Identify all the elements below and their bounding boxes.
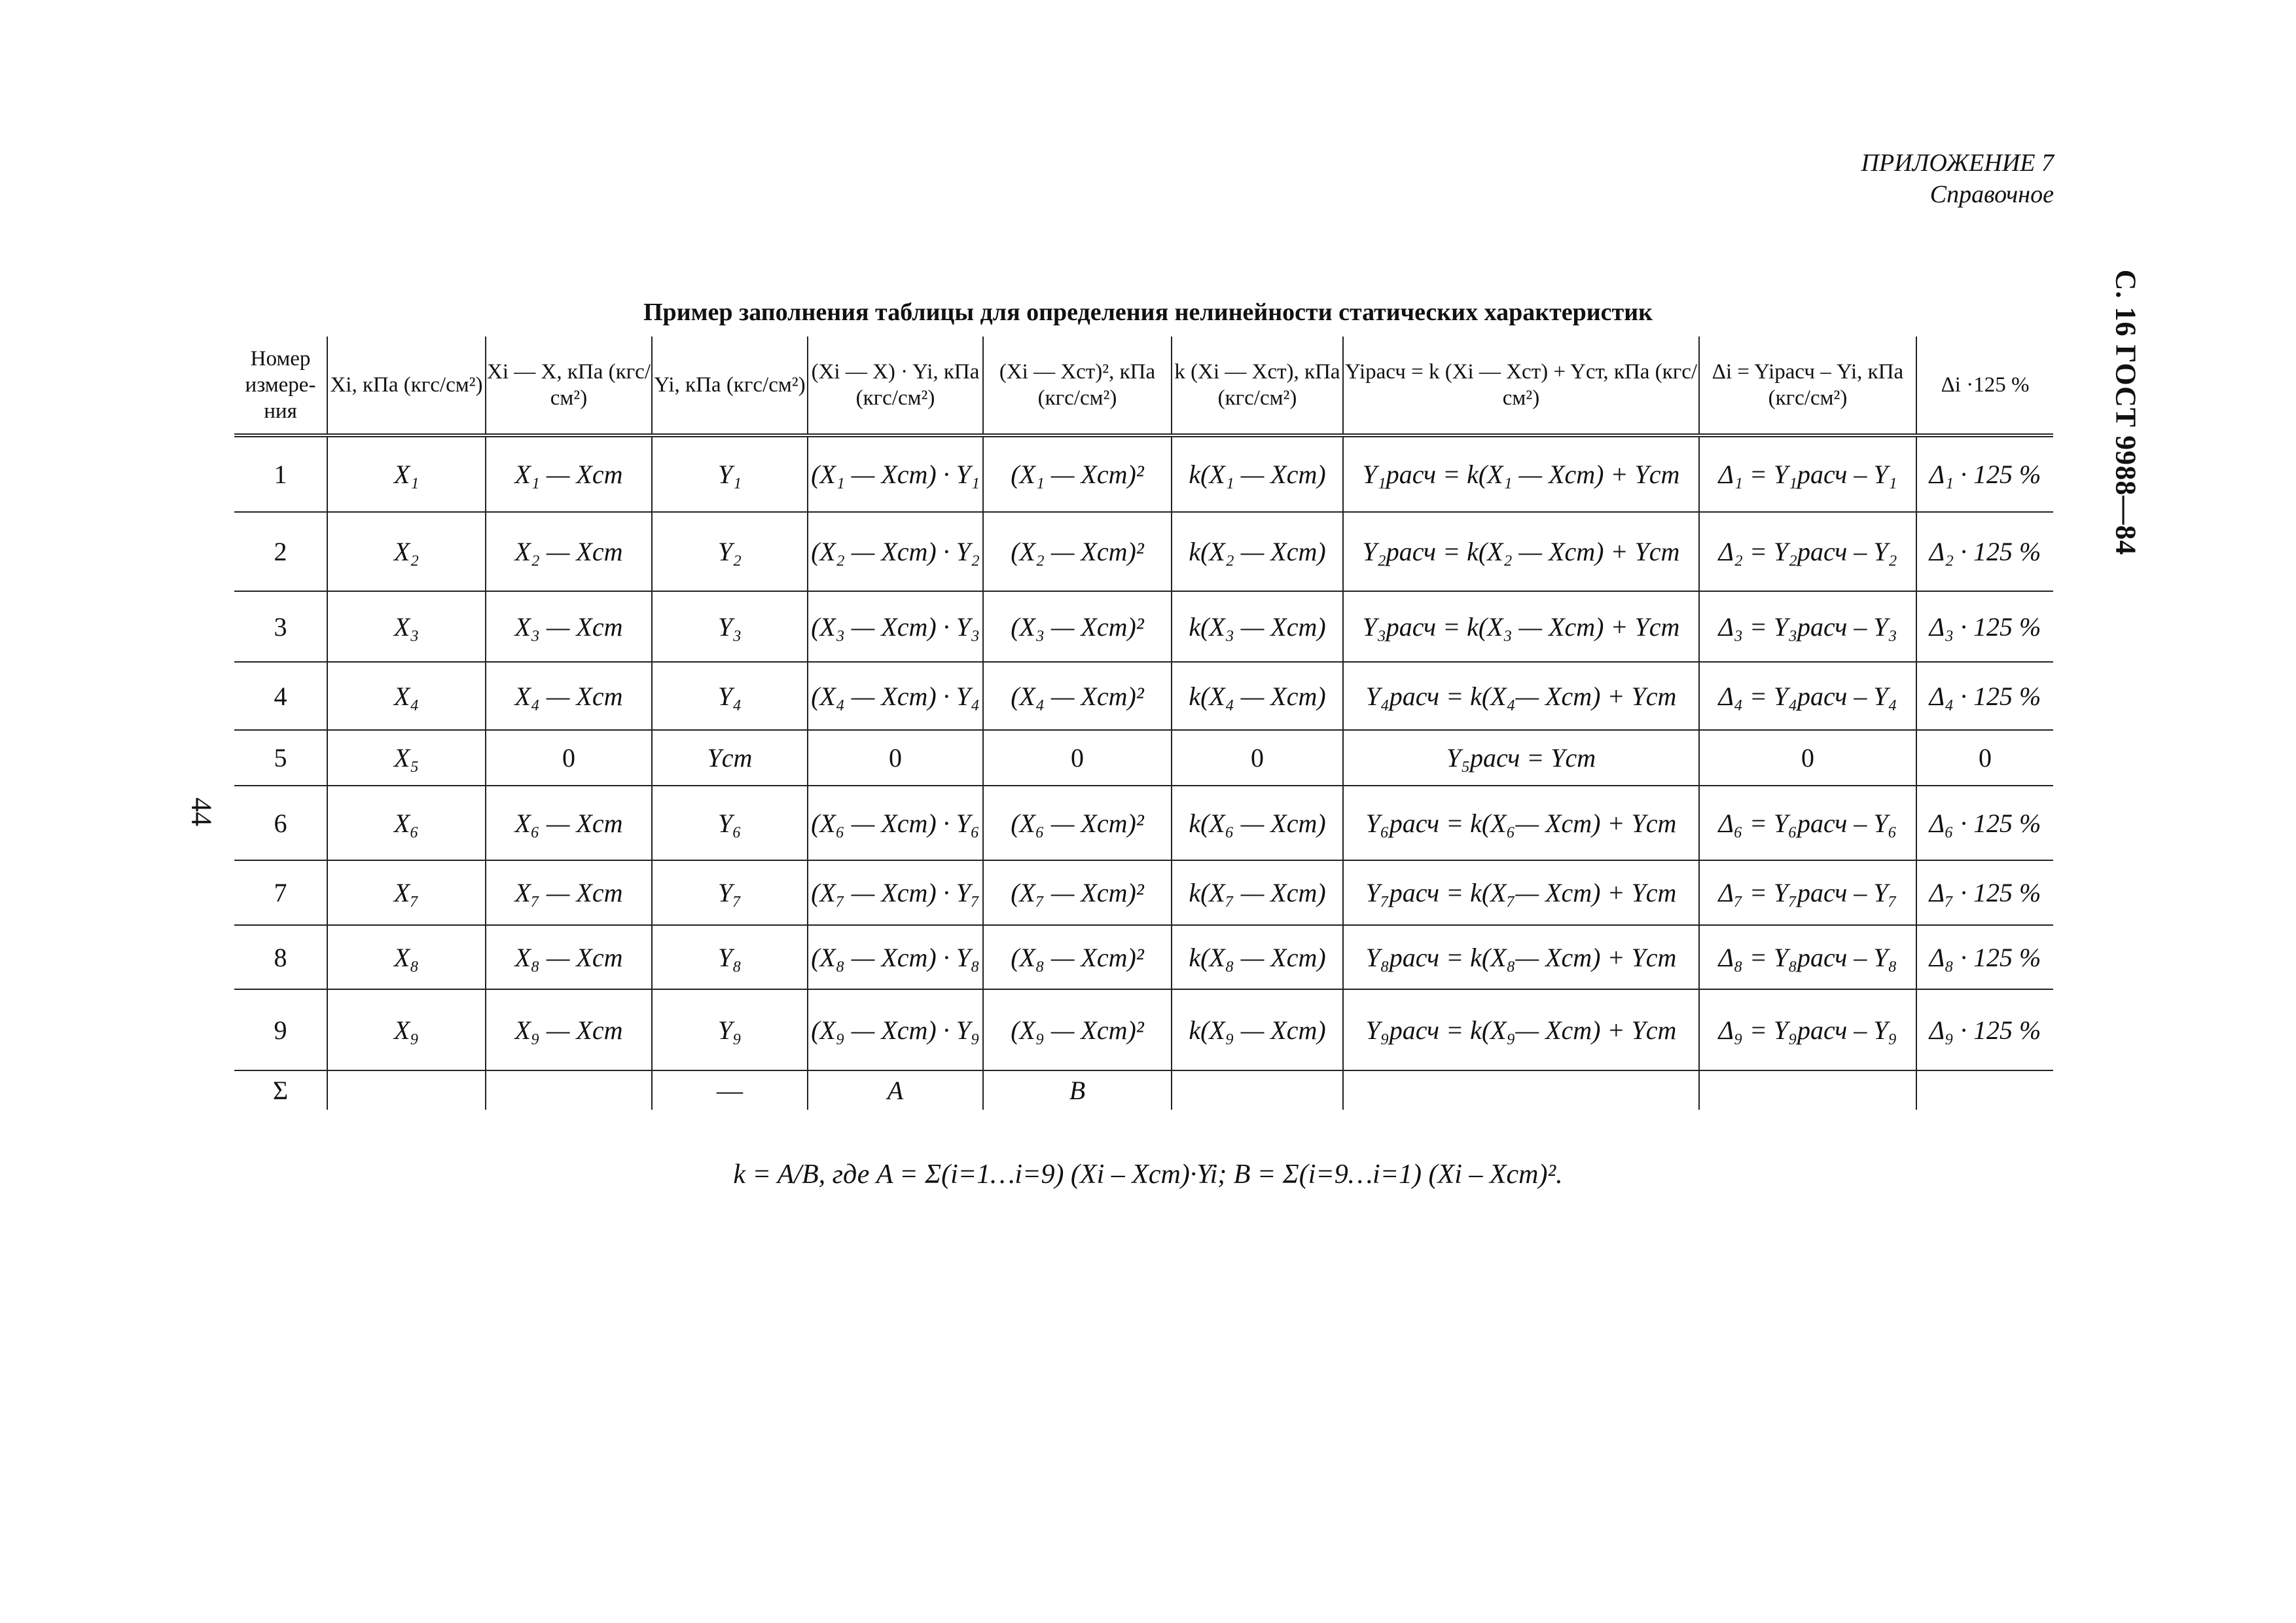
col-header-measurement-number: Номер измере-ния (234, 337, 327, 435)
cell-xi-minus-x: X₆ — Xст (486, 786, 652, 860)
appendix-subtitle: Справочное (1929, 181, 2054, 208)
cell-yi: — (652, 1070, 808, 1110)
cell-k-diff (1172, 1070, 1343, 1110)
col-header-k-diff: k (Xi — Xст), кПа (кгс/см²) (1172, 337, 1343, 435)
cell-y-calc: Y₃расч = k(X₃ — Xст) + Yст (1343, 591, 1699, 662)
cell-y-calc: Y₅расч = Yст (1343, 730, 1699, 786)
cell-delta-percent: 0 (1916, 730, 2053, 786)
cell-delta-percent (1916, 1070, 2053, 1110)
cell-xi-minus-x: X₇ — Xст (486, 860, 652, 925)
cell-xi: X₈ (327, 925, 486, 989)
cell-product: 0 (808, 730, 983, 786)
cell-number: 3 (234, 591, 327, 662)
cell-delta: Δ₈ = Y₈расч – Y₈ (1699, 925, 1916, 989)
table-row (234, 730, 2053, 786)
table-row (234, 662, 2053, 730)
table-row (234, 860, 2053, 925)
cell-xi: X₂ (327, 512, 486, 591)
cell-delta: Δ₆ = Y₆расч – Y₆ (1699, 786, 1916, 860)
col-header-yi: Yi, кПа (кгс/см²) (652, 337, 808, 435)
cell-xi-minus-x: X₉ — Xст (486, 989, 652, 1070)
table-row (234, 435, 2053, 512)
cell-yi: Y₈ (652, 925, 808, 989)
col-header-delta-percent: Δi ·125 % (1916, 337, 2053, 435)
cell-xi: X₃ (327, 591, 486, 662)
cell-k-diff: 0 (1172, 730, 1343, 786)
cell-number: 4 (234, 662, 327, 730)
cell-xi (327, 1070, 486, 1110)
cell-delta: Δ₉ = Y₉расч – Y₉ (1699, 989, 1916, 1070)
cell-y-calc: Y₉расч = k(X₉— Xст) + Yст (1343, 989, 1699, 1070)
cell-xi: X₇ (327, 860, 486, 925)
cell-delta-percent: Δ₈ · 125 % (1916, 925, 2053, 989)
cell-product: (X₈ — Xст) · Y₈ (808, 925, 983, 989)
table-row (234, 786, 2053, 860)
cell-product: (X₃ — Xст) · Y₃ (808, 591, 983, 662)
cell-y-calc: Y₄расч = k(X₄— Xст) + Yст (1343, 662, 1699, 730)
cell-delta: Δ₄ = Y₄расч – Y₄ (1699, 662, 1916, 730)
cell-k-diff: k(X₂ — Xст) (1172, 512, 1343, 591)
cell-square: 0 (983, 730, 1172, 786)
cell-k-diff: k(X₁ — Xст) (1172, 435, 1343, 512)
col-header-delta: Δi = Yiрасч – Yi, кПа (кгс/см²) (1699, 337, 1916, 435)
cell-y-calc: Y₇расч = k(X₇— Xст) + Yст (1343, 860, 1699, 925)
cell-number: 8 (234, 925, 327, 989)
cell-product: (X₉ — Xст) · Y₉ (808, 989, 983, 1070)
cell-product: (X₄ — Xст) · Y₄ (808, 662, 983, 730)
cell-square: B (983, 1070, 1172, 1110)
col-header-y-calc: Yiрасч = k (Xi — Xст) + Yст, кПа (кгс/см²) (1343, 337, 1699, 435)
col-header-xi: Xi, кПа (кгс/см²) (327, 337, 486, 435)
cell-delta: 0 (1699, 730, 1916, 786)
cell-product: (X₁ — Xст) · Y₁ (808, 435, 983, 512)
cell-y-calc: Y₈расч = k(X₈— Xст) + Yст (1343, 925, 1699, 989)
cell-yi: Y₄ (652, 662, 808, 730)
cell-xi: X₆ (327, 786, 486, 860)
cell-delta-percent: Δ₄ · 125 % (1916, 662, 2053, 730)
cell-delta: Δ₁ = Y₁расч – Y₁ (1699, 435, 1916, 512)
cell-delta-percent: Δ₉ · 125 % (1916, 989, 2053, 1070)
cell-k-diff: k(X₉ — Xст) (1172, 989, 1343, 1070)
table-header-row (234, 337, 2053, 435)
cell-delta (1699, 1070, 1916, 1110)
cell-square: (X₁ — Xст)² (983, 435, 1172, 512)
cell-square: (X₆ — Xст)² (983, 786, 1172, 860)
cell-xi-minus-x (486, 1070, 652, 1110)
cell-delta-percent: Δ₁ · 125 % (1916, 435, 2053, 512)
cell-xi: X₄ (327, 662, 486, 730)
cell-delta-percent: Δ₂ · 125 % (1916, 512, 2053, 591)
cell-xi-minus-x: X₈ — Xст (486, 925, 652, 989)
cell-product: A (808, 1070, 983, 1110)
appendix-heading (1861, 147, 2054, 210)
cell-product: (X₇ — Xст) · Y₇ (808, 860, 983, 925)
cell-number: 9 (234, 989, 327, 1070)
cell-yi: Y₇ (652, 860, 808, 925)
nonlinearity-table (234, 337, 2053, 1110)
cell-y-calc: Y₂расч = k(X₂ — Xст) + Yст (1343, 512, 1699, 591)
cell-xi: X₅ (327, 730, 486, 786)
cell-square: (X₃ — Xст)² (983, 591, 1172, 662)
document-id-vertical (2093, 164, 2159, 661)
cell-yi: Y₉ (652, 989, 808, 1070)
page-number: 44 (185, 797, 218, 826)
cell-number: 6 (234, 786, 327, 860)
document-id: С. 16 ГОСТ 9988—84 (2109, 269, 2142, 556)
cell-square: (X₂ — Xст)² (983, 512, 1172, 591)
table-row-sum (234, 1070, 2053, 1110)
cell-delta-percent: Δ₆ · 125 % (1916, 786, 2053, 860)
cell-delta-percent: Δ₃ · 125 % (1916, 591, 2053, 662)
cell-delta: Δ₂ = Y₂расч – Y₂ (1699, 512, 1916, 591)
col-header-product: (Xi — X) · Yi, кПа (кгс/см²) (808, 337, 983, 435)
cell-square: (X₇ — Xст)² (983, 860, 1172, 925)
cell-xi-minus-x: X₄ — Xст (486, 662, 652, 730)
cell-k-diff: k(X₈ — Xст) (1172, 925, 1343, 989)
cell-xi-minus-x: X₂ — Xст (486, 512, 652, 591)
cell-delta: Δ₃ = Y₃расч – Y₃ (1699, 591, 1916, 662)
table-row (234, 925, 2053, 989)
cell-yi: Y₂ (652, 512, 808, 591)
cell-number: 7 (234, 860, 327, 925)
cell-number: 2 (234, 512, 327, 591)
col-header-square: (Xi — Xст)², кПа (кгс/см²) (983, 337, 1172, 435)
cell-delta-percent: Δ₇ · 125 % (1916, 860, 2053, 925)
page-number-vertical (175, 782, 228, 841)
cell-square: (X₉ — Xст)² (983, 989, 1172, 1070)
table-row (234, 989, 2053, 1070)
col-header-xi-minus-x: Xi — X, кПа (кгс/см²) (486, 337, 652, 435)
cell-k-diff: k(X₇ — Xст) (1172, 860, 1343, 925)
cell-yi: Yст (652, 730, 808, 786)
cell-k-diff: k(X₆ — Xст) (1172, 786, 1343, 860)
cell-yi: Y₆ (652, 786, 808, 860)
cell-number: 1 (234, 435, 327, 512)
table-row (234, 512, 2053, 591)
cell-k-diff: k(X₄ — Xст) (1172, 662, 1343, 730)
cell-y-calc: Y₆расч = k(X₆— Xст) + Yст (1343, 786, 1699, 860)
cell-k-diff: k(X₃ — Xст) (1172, 591, 1343, 662)
table-title: Пример заполнения таблицы для определения нелинейности статических характеристик (643, 299, 1653, 326)
footer-formula: k = A/B, где A = Σ(i=1…i=9) (Xi – Xст)·Yi; B = Σ(i=9…i=1) (Xi – Xст)². (733, 1159, 1563, 1190)
cell-xi-minus-x: X₃ — Xст (486, 591, 652, 662)
cell-square: (X₄ — Xст)² (983, 662, 1172, 730)
table-row (234, 591, 2053, 662)
cell-square: (X₈ — Xст)² (983, 925, 1172, 989)
cell-y-calc (1343, 1070, 1699, 1110)
cell-product: (X₆ — Xст) · Y₆ (808, 786, 983, 860)
cell-xi-minus-x: X₁ — Xст (486, 435, 652, 512)
appendix-title: ПРИЛОЖЕНИЕ 7 (1861, 149, 2054, 177)
cell-yi: Y₃ (652, 591, 808, 662)
cell-delta: Δ₇ = Y₇расч – Y₇ (1699, 860, 1916, 925)
cell-y-calc: Y₁расч = k(X₁ — Xст) + Yст (1343, 435, 1699, 512)
cell-yi: Y₁ (652, 435, 808, 512)
cell-xi: X₉ (327, 989, 486, 1070)
cell-number: Σ (234, 1070, 327, 1110)
cell-product: (X₂ — Xст) · Y₂ (808, 512, 983, 591)
cell-number: 5 (234, 730, 327, 786)
cell-xi-minus-x: 0 (486, 730, 652, 786)
cell-xi: X₁ (327, 435, 486, 512)
